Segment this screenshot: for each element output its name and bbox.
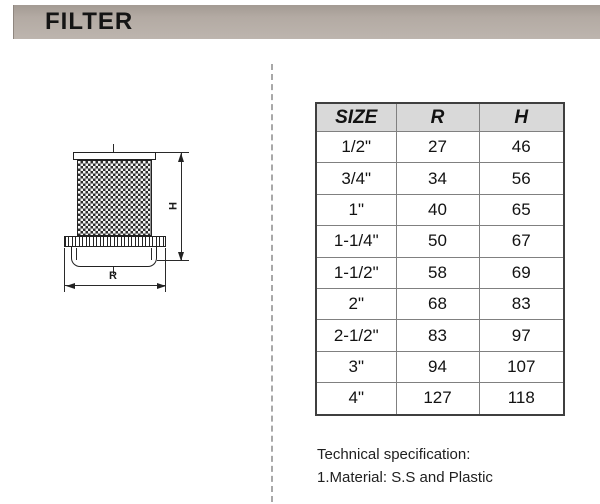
arrow-up-icon (178, 153, 184, 162)
notes-material: 1.Material: S.S and Plastic (317, 469, 493, 486)
dimension-label-r: R (109, 270, 117, 282)
technical-notes (317, 443, 493, 489)
table-row (316, 351, 564, 382)
spec-table-body (316, 132, 564, 415)
page-title: FILTER (45, 8, 134, 35)
table-row (316, 194, 564, 225)
table-cell: 65 (479, 194, 564, 225)
arrow-left-icon (66, 283, 75, 289)
table-cell: 27 (396, 132, 479, 163)
table-cell: 1-1/2" (316, 257, 396, 288)
table-cell: 1/2" (316, 132, 396, 163)
table-row (316, 288, 564, 319)
table-cell: 67 (479, 226, 564, 257)
table-cell: 83 (479, 288, 564, 319)
table-row (316, 383, 564, 415)
table-cell: 40 (396, 194, 479, 225)
drawing-extension-line-top (156, 152, 189, 153)
table-cell: 46 (479, 132, 564, 163)
table-cell: 56 (479, 163, 564, 194)
table-cell: 97 (479, 320, 564, 351)
table-cell: 83 (396, 320, 479, 351)
arrow-down-icon (178, 252, 184, 261)
table-row (316, 132, 564, 163)
table-cell: 3/4" (316, 163, 396, 194)
table-cell: 107 (479, 351, 564, 382)
drawing-bowl-inner-line (151, 248, 152, 260)
table-cell: 127 (396, 383, 479, 415)
table-row (316, 163, 564, 194)
table-cell: 1-1/4" (316, 226, 396, 257)
dashed-divider (271, 64, 273, 502)
table-cell: 118 (479, 383, 564, 415)
spec-table (315, 102, 565, 416)
table-cell: 69 (479, 257, 564, 288)
table-cell: 3" (316, 351, 396, 382)
drawing-base-bowl (71, 247, 157, 267)
table-cell: 1" (316, 194, 396, 225)
drawing-dimension-line-r (65, 285, 166, 286)
table-cell: 2" (316, 288, 396, 319)
table-row (316, 320, 564, 351)
drawing-extension-line-bottom (157, 260, 189, 261)
drawing-mesh-screen (77, 160, 152, 236)
table-cell: 58 (396, 257, 479, 288)
arrow-right-icon (157, 283, 166, 289)
column-header-size: SIZE (316, 103, 396, 132)
drawing-filter-cap (73, 152, 156, 160)
drawing-bowl-inner-line (76, 248, 77, 260)
drawing-knurled-ring (64, 236, 166, 247)
notes-heading: Technical specification: (317, 446, 471, 463)
dimension-label-h: H (166, 202, 178, 210)
table-row (316, 257, 564, 288)
table-cell: 68 (396, 288, 479, 319)
table-cell: 34 (396, 163, 479, 194)
table-row (316, 226, 564, 257)
column-header-r: R (396, 103, 479, 132)
table-cell: 94 (396, 351, 479, 382)
table-cell: 4" (316, 383, 396, 415)
spec-table-header (316, 103, 564, 132)
drawing-dimension-line-h (181, 153, 182, 261)
table-cell: 2-1/2" (316, 320, 396, 351)
column-header-h: H (479, 103, 564, 132)
table-header-row (316, 103, 564, 132)
table-cell: 50 (396, 226, 479, 257)
